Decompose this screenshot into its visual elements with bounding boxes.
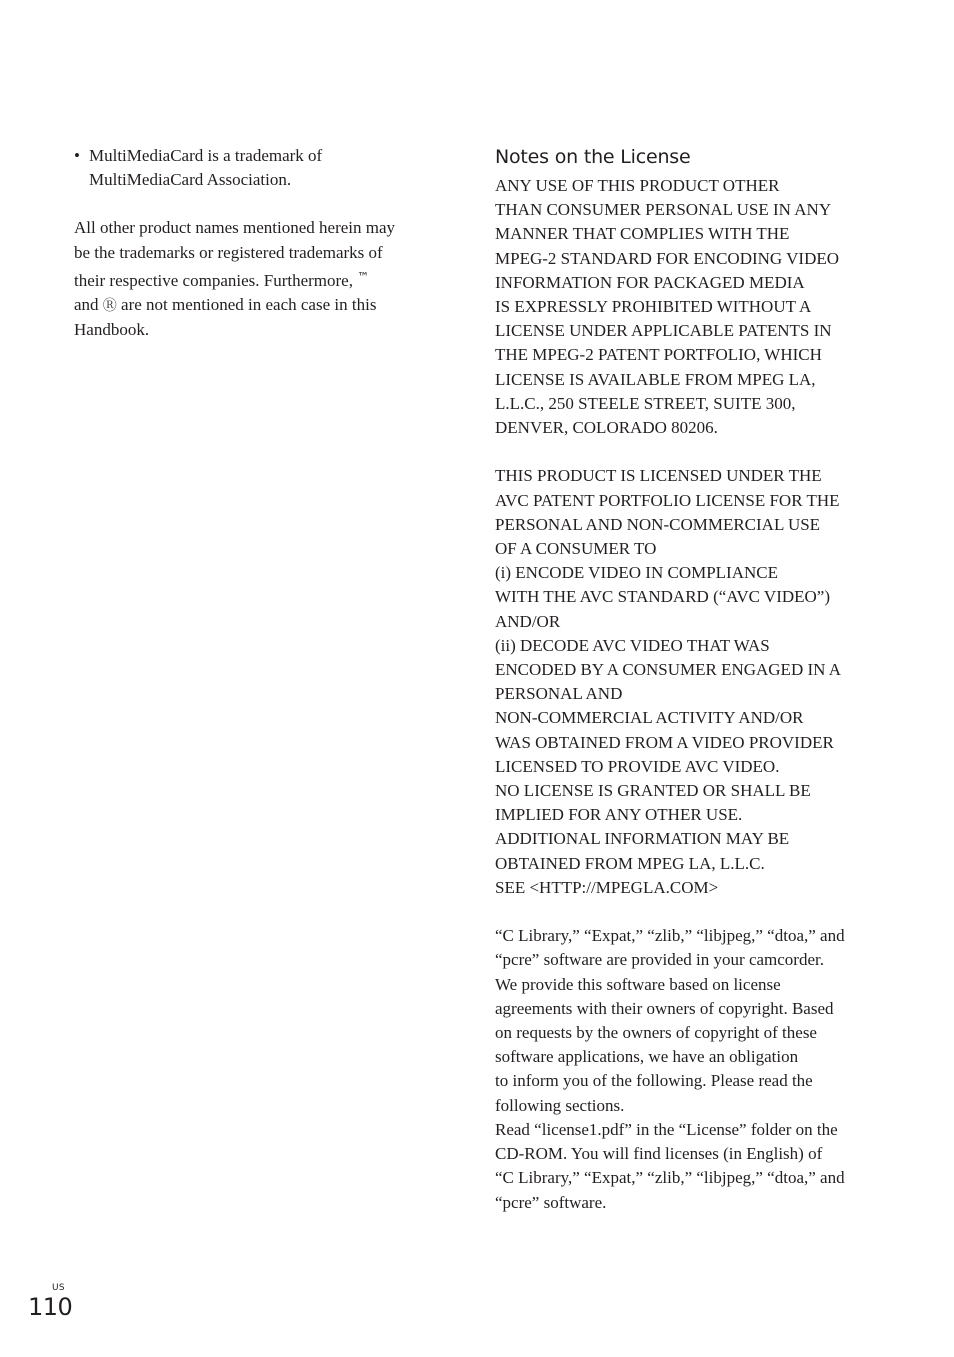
- trademark-paragraph-end: are not mentioned in each case in this Handbook.: [74, 295, 377, 340]
- right-column: [495, 144, 875, 1215]
- bullet-icon: •: [74, 146, 80, 165]
- trademark-paragraph: [74, 216, 434, 342]
- mpeg2-license-notice: ANY USE OF THIS PRODUCT OTHER THAN CONSUMER PERSONAL USE IN ANY MANNER THAT COMPLIES WITH THE MPEG-2 STANDARD FOR ENCODING VIDEO INFORMATION FOR PACKAGED MEDIA IS EXPRESSLY PROHIBITED WITHOUT A LICENSE UNDER APPLICABLE PATENTS IN THE MPEG-2 PATENT PORTFOLIO, WHICH LICENSE IS AVAILABLE FROM MPEG LA, L.L.C., 250 STEELE STREET, SUITE 300, DENVER, COLORADO 80206.: [495, 176, 840, 438]
- registered-symbol: Ⓡ: [102, 298, 117, 315]
- software-license-notice: “C Library,” “Expat,” “zlib,” “libjpeg,” “dtoa,” and “pcre” software are provided in your camcorder. We provide this software based on license agreements with their owners of copyright. Based on requests by the owners of copyright of these software applications, we have an obligation to inform you of the following. Please read the following sections. Read “license1.pdf” in the “License” folder on the CD-ROM. You will find licenses (in English) of “C Library,” “Expat,” “zlib,” “libjpeg,” “dtoa,” and “pcre” software.: [495, 926, 845, 1212]
- list-item: [74, 144, 434, 192]
- page-number: 110: [28, 1293, 73, 1321]
- trademark-paragraph-start: All other product names mentioned herein may be the trademarks or registered trademarks of their respective companies. Furthermore,: [74, 218, 396, 290]
- trademark-paragraph-middle: and: [74, 295, 99, 315]
- region-code: US: [52, 1283, 65, 1293]
- trademark-note: MultiMediaCard is a trademark of MultiMediaCard Association.: [89, 146, 323, 190]
- left-column: [74, 144, 434, 342]
- section-heading: Notes on the License: [495, 146, 691, 168]
- avc-license-notice: THIS PRODUCT IS LICENSED UNDER THE AVC PATENT PORTFOLIO LICENSE FOR THE PERSONAL AND NON-COMMERCIAL USE OF A CONSUMER TO (i) ENCODE VIDEO IN COMPLIANCE WITH THE AVC STANDARD (“AVC VIDEO”) AND/OR (ii) DECODE AVC VIDEO THAT WAS ENCODED BY A CONSUMER ENGAGED IN A PERSONAL AND NON-COMMERCIAL ACTIVITY AND/OR WAS OBTAINED FROM A VIDEO PROVIDER LICENSED TO PROVIDE AVC VIDEO. NO LICENSE IS GRANTED OR SHALL BE IMPLIED FOR ANY OTHER USE. ADDITIONAL INFORMATION MAY BE OBTAINED FROM MPEG LA, L.L.C. SEE <HTTP://MPEGLA.COM>: [495, 466, 841, 897]
- trademark-symbol: ™: [357, 269, 370, 284]
